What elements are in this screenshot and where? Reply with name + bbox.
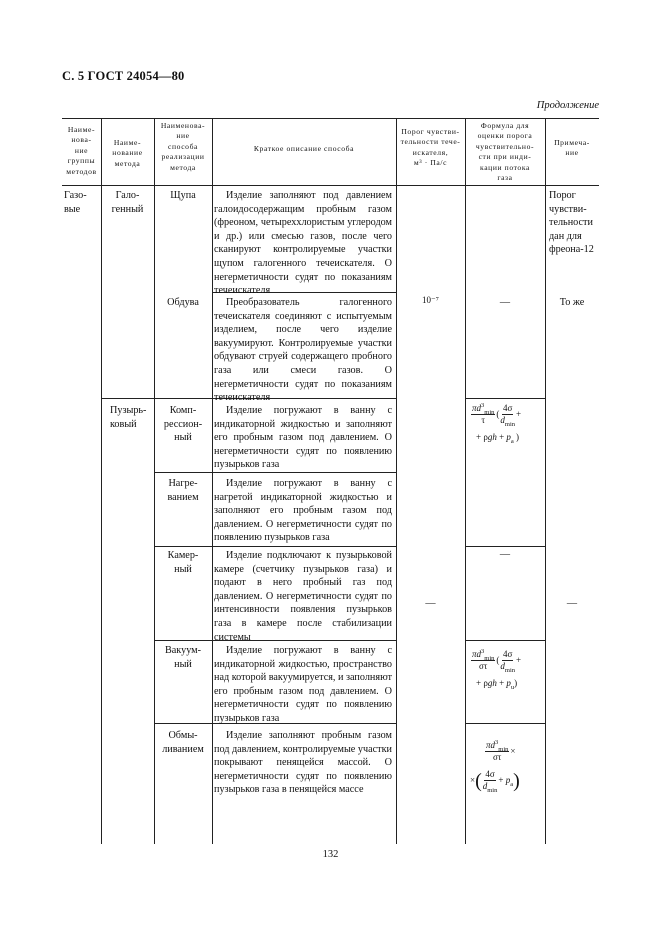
formula-compression: $\frac{\pi d^3_{min}}{\tau}$ ( $\frac{4\sigma}{d_{min}}$ + + $\rho gh + p_a$ ) bbox=[472, 402, 522, 445]
formula-halogen: — bbox=[499, 297, 511, 308]
way-soaping: Обмы- ливанием bbox=[162, 730, 204, 755]
note-bubble: — bbox=[566, 598, 578, 609]
desc-chamber: Изделие подключают к пузырьковой камере (счетчику пузырьков газа) и подают в него пробный газ под давлением. О негерметичности судят по интенсивности появления пузырьков газа в камере после стабилизации системы bbox=[214, 550, 392, 643]
col-header-group: Наиме- нова- ние группы методов bbox=[66, 125, 97, 176]
threshold-halogen: 10⁻⁷ bbox=[422, 295, 439, 305]
note-blow: То же bbox=[559, 297, 585, 308]
desc-heating: Изделие погружают в ванну с нагретой индикаторной жидкостью и заполняют его пробным газом под давлением. О негерметичности судят по появлению пузырьков газа bbox=[214, 478, 392, 544]
method-bubble: Пузырь- ковый bbox=[110, 405, 147, 430]
way-vacuum: Вакуум- ный bbox=[164, 645, 201, 670]
way-chamber: Камер- ный bbox=[167, 550, 199, 575]
note-probe: Порог чувстви- тельности дан для фреона-12 bbox=[549, 190, 594, 256]
col-header-method: Наиме- нование метода bbox=[112, 138, 143, 168]
col-header-description: Краткое описание способа bbox=[253, 144, 355, 153]
formula-vacuum: $\frac{\pi d^3_{min}}{\sigma\tau}$ ( $\frac{4\sigma}{d_{min}}$ + + $\rho gh + p_u$) bbox=[472, 648, 522, 691]
desc-blow: Преобразователь галогенного течеискателя соединяют с испытуемым изделием, после чего изделие вакуумируют. Контролируемые участки обдувают струей содержащего пробного газа или смеси газов. О негерметичности судят по показаниям течеискателя bbox=[214, 297, 392, 404]
formula-soaping: $\frac{\pi d^3_{min}}{\sigma\tau}$ × × ( $\frac{4\sigma}{d_{min}}$ + $p_a$ ) bbox=[470, 739, 520, 794]
way-compression: Комп- рессион- ный bbox=[163, 405, 203, 444]
desc-probe: Изделие заполняют под давлением галоидосодержащим пробным газом (фреоном, четыреххлористым углеродом и др.) или смесью газов, после чего сканируют контролируемые участки щупом галогенного течеискателя. О негерметичности судят по показаниям течеискателя bbox=[214, 190, 392, 297]
formula-chamber: — bbox=[499, 549, 511, 560]
threshold-bubble: — bbox=[425, 598, 436, 609]
way-probe: Щупа bbox=[170, 190, 196, 201]
desc-vacuum: Изделие погружают в ванну с индикаторной жидкостью, пространство над которой вакуумируется, и заполняют его пробным газом под давлением. О негерметичности судят по появлению пузырьков газа bbox=[214, 645, 392, 724]
col-header-formula: Формула для оценки порога чувствительно- сти при инди- кации потока газа bbox=[475, 121, 535, 183]
col-header-threshold: Порог чувстви- тельности тече- искателя, м³ · Па/с bbox=[400, 127, 461, 168]
way-blow: Обдува bbox=[167, 297, 199, 308]
continuation-label: Продолжение bbox=[536, 100, 599, 111]
method-halogen: Гало- генный bbox=[111, 190, 144, 215]
page-number: 132 bbox=[322, 849, 339, 860]
way-heating: Нагре- ванием bbox=[167, 478, 199, 503]
desc-compression: Изделие погружают в ванну с индикаторной жидкостью и заполняют его пробным газом под давлением. О негерметичности судят по появлению пузырьков газа bbox=[214, 405, 392, 471]
group-name: Газо- вые bbox=[64, 190, 87, 215]
page-header-title: С. 5 ГОСТ 24054—80 bbox=[62, 69, 185, 83]
desc-soaping: Изделие заполняют пробным газом под давлением, контролируемые участки покрывают пенящейся массой. О негерметичности судят по появлению пузырьков газа в пенящейся массе bbox=[214, 730, 392, 796]
col-header-way: Наименова- ние способа реализации метода bbox=[160, 121, 206, 172]
col-header-note: Примеча- ние bbox=[554, 138, 590, 158]
